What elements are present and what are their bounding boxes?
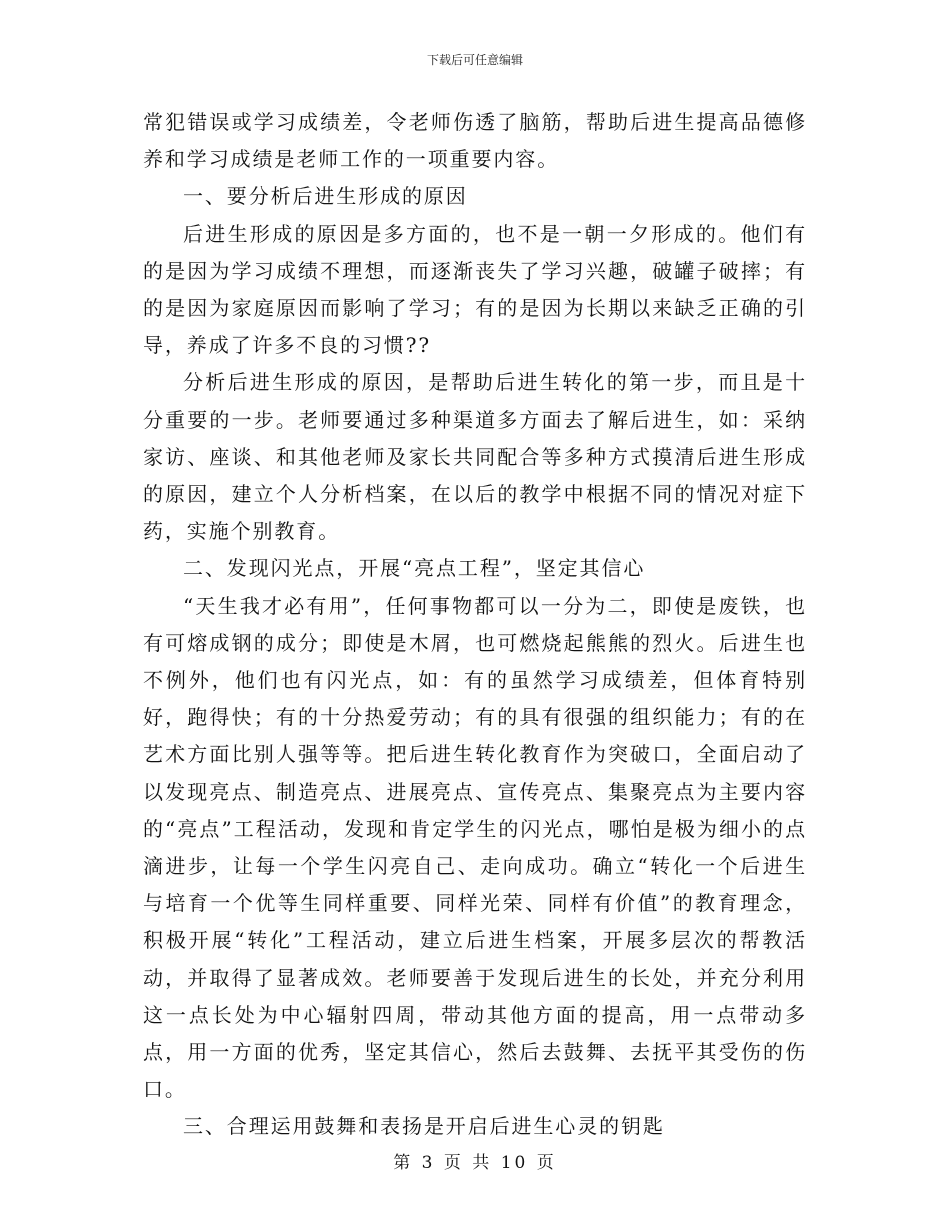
section-heading-1: 一、要分析后进生形成的原因 — [183, 184, 468, 209]
page-footer: 第 3 页 共 10 页 — [393, 1153, 557, 1173]
paragraph-3: 分析后进生形成的原因，是帮助后进生转化的第一步，而且是十分重要的一步。老师要通过多种渠道多方面去了解后进生，如：采纳家访、座谈、和其他老师及家长共同配合等多种方式摸清后进生形成的原因，建立个人分析档案，在以后的教学中根据不同的情况对症下药，实施个别教育。 — [143, 370, 807, 544]
section-heading-2: 二、发现闪光点，开展“亮点工程”，坚定其信心 — [183, 556, 646, 581]
section-heading-3: 三、合理运用鼓舞和表扬是开启后进生心灵的钥匙 — [183, 1114, 665, 1139]
paragraph-1: 常犯错误或学习成绩差，令老师伤透了脑筋，帮助后进生提高品德修养和学习成绩是老师工作的一项重要内容。 — [143, 110, 807, 172]
paragraph-4: “天生我才必有用”，任何事物都可以一分为二，即使是废铁，也有可熔成钢的成分；即使是木屑，也可燃烧起熊熊的烈火。后进生也不例外，他们也有闪光点，如：有的虽然学习成绩差，但体育特别好，跑得快；有的十分热爱劳动；有的具有很强的组织能力；有的在艺术方面比别人强等等。把后进生转化教育作为突破口，全面启动了以发现亮点、制造亮点、进展亮点、宣传亮点、集聚亮点为主要内容的“亮点”工程活动，发现和肯定学生的闪光点，哪怕是极为细小的点滴进步，让每一个学生闪亮自己、走向成功。确立“转化一个后进生与培育一个优等生同样重要、同样光荣、同样有价值”的教育理念，积极开展“转化”工程活动，建立后进生档案，开展多层次的帮教活动，并取得了显著成效。老师要善于发现后进生的长处，并充分利用这一点长处为中心辐射四周，带动其他方面的提高，用一点带动多点，用一方面的优秀，坚定其信心，然后去鼓舞、去抚平其受伤的伤口。 — [143, 593, 807, 1102]
page-header: 下载后可任意编辑 — [426, 53, 523, 67]
document-body — [143, 104, 807, 1146]
paragraph-2: 后进生形成的原因是多方面的，也不是一朝一夕形成的。他们有的是因为学习成绩不理想，而逐渐丧失了学习兴趣，破罐子破摔；有的是因为家庭原因而影响了学习；有的是因为长期以来缺乏正确的引导，养成了许多不良的习惯?? — [143, 221, 807, 358]
